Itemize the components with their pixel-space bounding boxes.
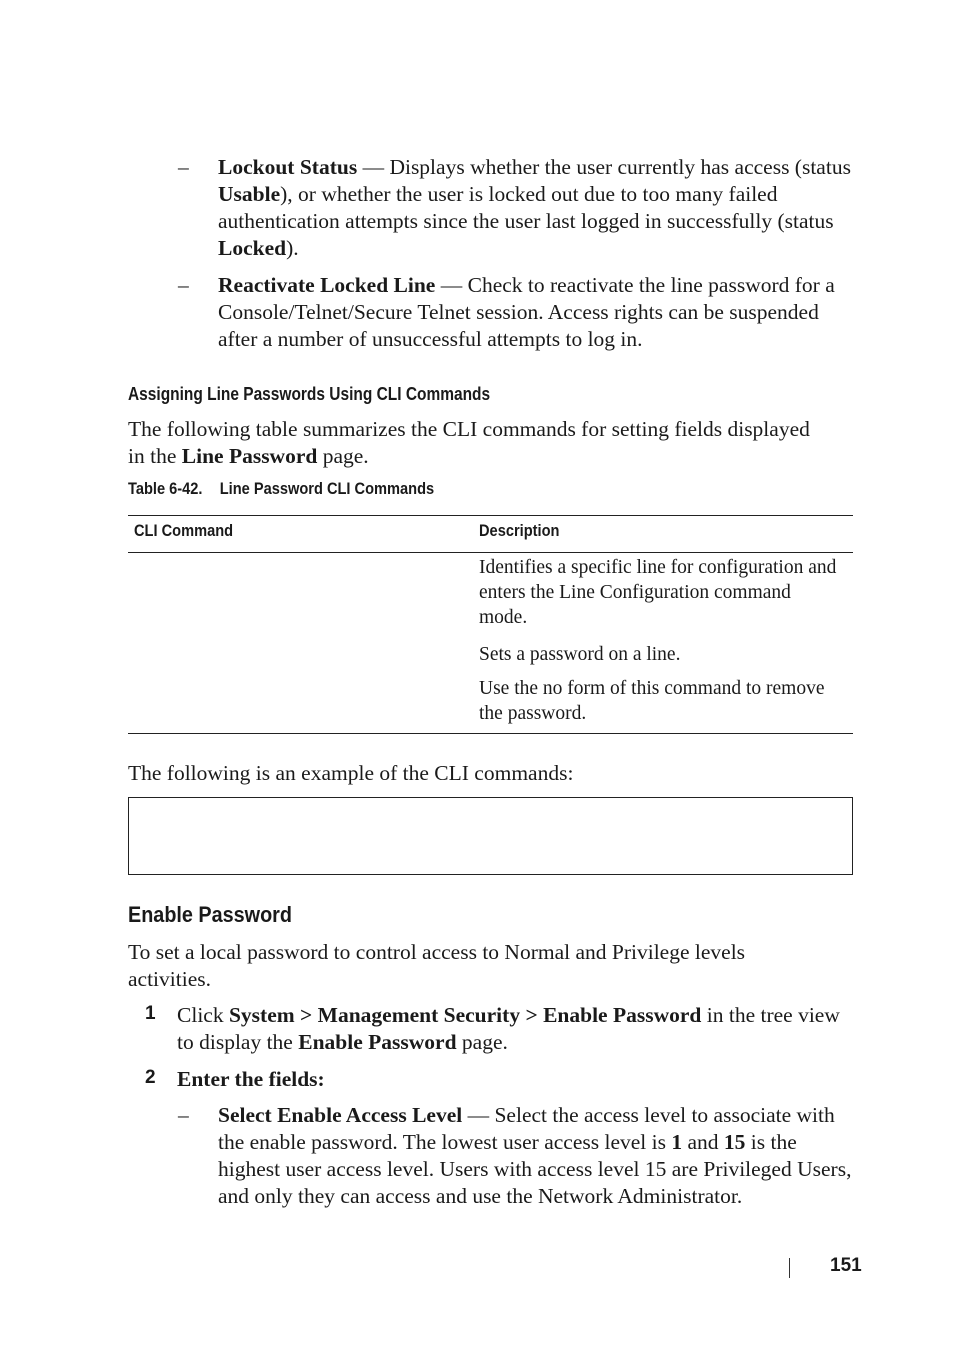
table-caption <box>128 478 434 500</box>
enable-intro-paragraph: To set a local password to control access to Normal and Privilege levels activities. <box>128 940 746 991</box>
table-cell-description: Identifies a specific line for configuration and enters the Line Configuration command mode. <box>479 557 837 628</box>
example-intro: The following is an example of the CLI commands: <box>128 761 574 785</box>
bullet-select-enable-access-level <box>128 1102 858 1210</box>
table-top-rule <box>128 515 853 516</box>
code-example-box <box>128 797 853 875</box>
dash-marker: – <box>178 155 189 179</box>
table-caption-number: Table 6-42. <box>128 479 203 498</box>
table-header-cli-command: CLI Command <box>134 521 234 540</box>
section-heading-enable-password: Enable Password <box>128 902 292 927</box>
step-2-text: Enter the fields: <box>177 1067 325 1091</box>
page-number: 151 <box>830 1255 862 1276</box>
step-1-text: Click System > Management Security > Enable Password in the tree view to display the Enable Password page. <box>177 1003 840 1054</box>
bullet-term: Reactivate Locked Line <box>218 273 436 297</box>
bullet-lockout-status <box>128 154 858 262</box>
cli-intro-paragraph: The following table summarizes the CLI commands for setting fields displayed in the Line Password page. <box>128 417 810 468</box>
step-number-1: 1 <box>145 1003 156 1024</box>
bullet-text: Select Enable Access Level — Select the access level to associate with the enable password. The lowest user access level is 1 and 15 is the highest user access level. Users with access level 15 are Privileged Users, and only they can access and use the Network Administrator. <box>218 1103 852 1208</box>
dash-marker: – <box>178 273 189 297</box>
table-caption-title: Line Password CLI Commands <box>219 479 435 498</box>
table-cell-description: Use the no form of this command to remove the password. <box>479 678 825 724</box>
table-header-rule <box>128 552 853 553</box>
step-number-2: 2 <box>145 1067 156 1088</box>
section-heading-cli: Assigning Line Passwords Using CLI Commands <box>128 384 491 404</box>
footer-divider <box>789 1258 790 1278</box>
table-cell-description: Sets a password on a line. <box>479 644 681 665</box>
bullet-text: Lockout Status — Displays whether the user currently has access (status Usable), or whether the user is locked out due to too many failed authentication attempts since the user last logged in successfully (status Locked). <box>218 155 851 260</box>
table-header-description: Description <box>479 521 560 540</box>
bullet-text: Reactivate Locked Line — Check to reactivate the line password for a Console/Telnet/Secure Telnet session. Access rights can be suspended after a number of unsuccessful attempts to log in. <box>218 273 835 351</box>
table-bottom-rule <box>128 733 853 734</box>
bullet-term: Select Enable Access Level <box>218 1103 463 1127</box>
bullet-term: Lockout Status <box>218 155 358 179</box>
dash-marker: – <box>178 1103 189 1127</box>
bullet-reactivate-locked-line <box>128 272 858 353</box>
